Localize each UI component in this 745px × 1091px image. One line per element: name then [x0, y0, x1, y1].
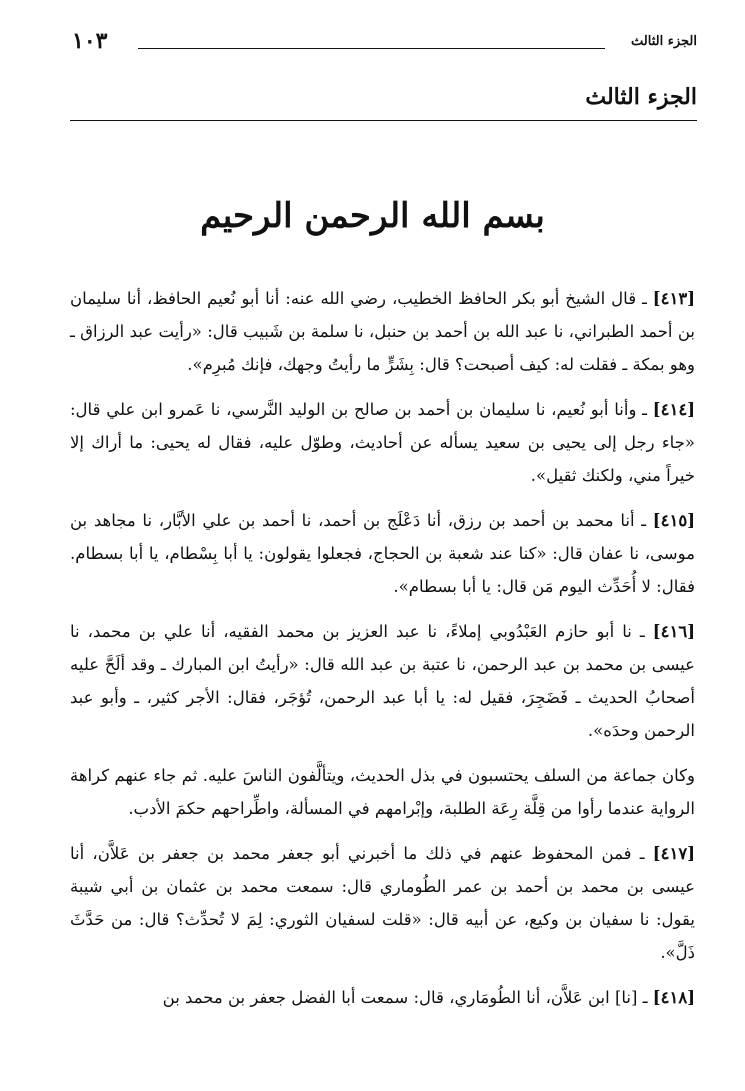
paragraph-text: ـ نا أبو حازم العَبْدُوبي إملاءً، نا عبد العزيز بن محمد الفقيه، أنا علي بن محمد، نا عيسى بن محمد بن عبد الرحمن، نا عتبة بن عبد الله قال: «رأيتُ ابن المبارك ـ وقد ألَحَّ عليه أصحابُ الحديث ـ فَضَجِرَ، فقيل له: يا أبا عبد الرحمن، تُؤجَر، فقال: الأجر كثير، ـ وأبو عبد الرحمن وحدَه». [70, 622, 695, 740]
page-number: ١٠٣ [72, 28, 108, 54]
heading-rule [70, 120, 697, 121]
paragraph-text: ـ أنا محمد بن أحمد بن رزق، أنا دَعْلَج بن أحمد، نا أحمد بن علي الأبَّار، نا مجاهد بن موسى، نا عفان قال: «كنا عند شعبة بن الحجاج، فجعلوا يقولون: يا أبا بِسْطام، يا أبا بسطام. فقال: لا أُحَدِّث اليوم مَن قال: يا أبا بسطام». [70, 511, 695, 596]
paragraph-text: ـ فمن المحفوظ عنهم في ذلك ما أخبرني أبو جعفر محمد بن جعفر بن عَلاَّن، أنا عيسى بن محمد بن أحمد بن عمر الطُوماري قال: سمعت محمد بن عثمان بن أبي شيبة يقول: نا سفيان بن وكيع، عن أبيه قال: «قلت لسفيان الثوري: لِمَ لا تُحدِّث؟ قال: من حَدَّثَ ذَلَّ». [70, 844, 695, 962]
hadith-number: [٤١٣] [652, 289, 695, 308]
paragraph-413 [70, 282, 695, 381]
paragraph-414 [70, 393, 695, 492]
paragraph-text: وكان جماعة من السلف يحتسبون في بذل الحديث، ويتألَّفون الناسَ عليه. ثم جاء عنهم كراهة الرواية عندما رأوا من قِلَّة رِعَة الطلبة، وإبْرامهم في المسألة، واطِّراحهم حكمَ الأدب. [70, 766, 695, 818]
paragraph-416 [70, 615, 695, 747]
paragraph-text: ـ [نا] ابن عَلاَّن، أنا الطُومَاري، قال: سمعت أبا الفضل جعفر بن محمد بن [162, 988, 653, 1007]
paragraph-text: ـ قال الشيخ أبو بكر الحافظ الخطيب، رضي الله عنه: أنا أبو نُعيم الحافظ، أنا سليمان بن أحمد الطبراني، نا عبد الله بن أحمد بن حنبل، نا سلمة بن شَبيب قال: «رأيت عبد الرزاق ـ وهو بمكة ـ فقلت له: كيف أصبحت؟ قال: بِشَرٍّ ما رأيتُ وجهك، فإنك مُبرِم». [70, 289, 695, 374]
hadith-number: [٤١٤] [652, 400, 695, 419]
running-title: الجزء الثالث [631, 34, 697, 49]
running-header [72, 28, 697, 52]
paragraph-text: ـ وأنا أبو نُعيم، نا سليمان بن أحمد بن صالح بن الوليد النَّرسي، نا عَمرو ابن علي قال: «جاء رجل إلى يحيى بن سعيد يسأله عن أحاديث، وطوّل عليه، فقال له يحيى: ما أراك إلا خيراً مني، ولكنك ثقيل». [70, 400, 695, 485]
paragraph-417 [70, 837, 695, 969]
hadith-number: [٤١٨] [652, 988, 695, 1007]
hadith-number: [٤١٧] [652, 844, 695, 863]
hadith-number: [٤١٦] [652, 622, 695, 641]
basmala-title: بسم الله الرحمن الرحيم [200, 196, 545, 236]
paragraph-418 [70, 981, 695, 1014]
body-text [70, 282, 695, 1026]
header-rule [138, 48, 605, 49]
hadith-number: [٤١٥] [652, 511, 695, 530]
paragraph-commentary [70, 759, 695, 825]
paragraph-415 [70, 504, 695, 603]
section-heading: الجزء الثالث [585, 84, 697, 110]
